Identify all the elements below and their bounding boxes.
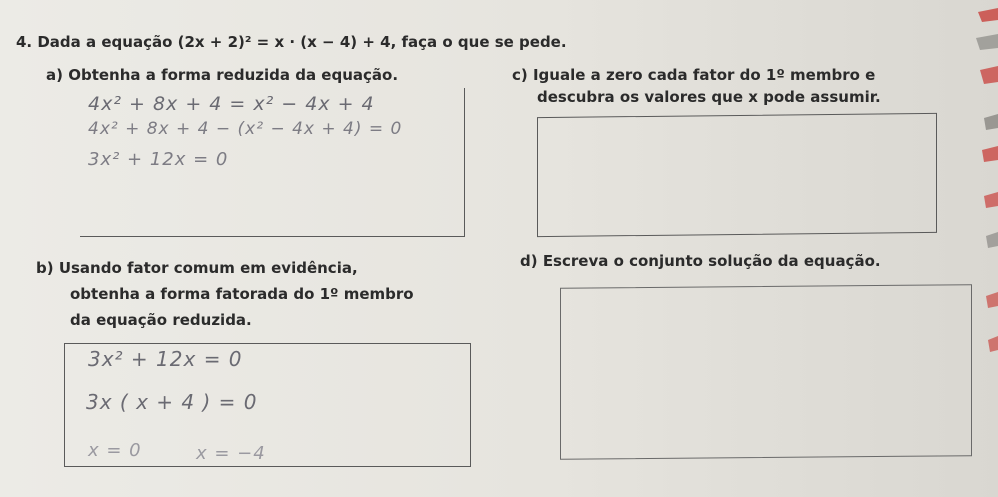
item-c-label-line-1: c) Iguale a zero cada fator do 1º membro e — [512, 66, 876, 84]
item-b-work-line-4: x = −4 — [196, 443, 266, 464]
item-a-work-line-2: 4x² + 8x + 4 − (x² − 4x + 4) = 0 — [88, 119, 403, 139]
item-b-label-line-3: da equação reduzida. — [70, 311, 252, 329]
item-d-label: d) Escreva o conjunto solução da equação. — [520, 252, 881, 270]
item-c-answer-box — [537, 113, 937, 237]
item-b-work-line-2: 3x ( x + 4 ) = 0 — [86, 390, 258, 414]
item-b-label-line-2: obtenha a forma fatorada do 1º membro — [70, 285, 414, 303]
item-b-work-line-1: 3x² + 12x = 0 — [88, 347, 243, 371]
item-b-work-line-3: x = 0 — [88, 440, 142, 461]
item-d-answer-box — [560, 284, 972, 460]
item-b-label-line-1: b) Usando fator comum em evidência, — [36, 259, 358, 277]
item-a-work-line-1: 4x² + 8x + 4 = x² − 4x + 4 — [88, 93, 375, 115]
torn-edge-decoration — [958, 0, 998, 497]
item-a-label: a) Obtenha a forma reduzida da equação. — [46, 66, 399, 84]
item-a-work-line-3: 3x² + 12x = 0 — [88, 149, 229, 170]
question-title: 4. Dada a equação (2x + 2)² = x · (x − 4) + 4, faça o que se pede. — [16, 33, 567, 51]
item-c-label-line-2: descubra os valores que x pode assumir. — [537, 88, 881, 106]
